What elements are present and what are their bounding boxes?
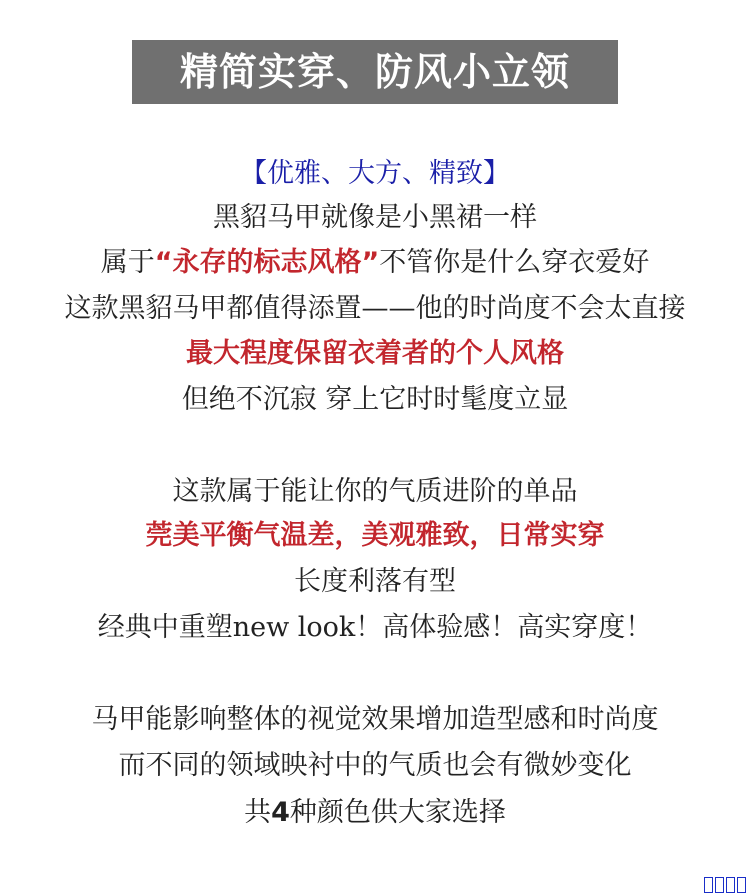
para2-line1: 这款属于能让你的气质进阶的单品: [172, 476, 578, 507]
para1-line2: [0, 245, 750, 281]
para3-line2: 而不同的领域映衬中的气质也会有微妙变化: [118, 750, 632, 781]
para1-line2-suffix: 不管你是什么穿衣爱好: [379, 247, 650, 278]
para3-line3-suffix: 种颜色供大家选择: [289, 797, 506, 828]
para1-line3: 这款黑貂马甲都值得添置——他的时尚度不会太直接: [64, 293, 686, 324]
tagline: 【优雅、大方、精致】: [240, 158, 510, 189]
glyph-box: [726, 877, 735, 893]
para1-line5: 但绝不沉寂 穿上它时时髦度立显: [181, 384, 569, 415]
para1-line1: 黑貂马甲就像是小黑裙一样: [213, 202, 537, 233]
para3-line1: 马甲能影响整体的视觉效果增加造型感和时尚度: [91, 704, 659, 735]
corner-glyph-mark: [704, 877, 746, 893]
para3-line3-prefix: 共: [244, 797, 272, 828]
para3-line3: [0, 795, 750, 831]
color-count: 4: [271, 797, 290, 828]
glyph-box: [704, 877, 713, 893]
para1-line4: 最大程度保留衣着者的个人风格: [186, 338, 564, 369]
para1-line2-prefix: 属于: [100, 247, 155, 278]
glyph-box: [715, 877, 724, 893]
para2-line2: 莞美平衡气温差，美观雅致，日常实穿: [145, 520, 605, 551]
para2-line3: 长度利落有型: [294, 566, 456, 597]
title-banner: 精简实穿、防风小立领: [132, 40, 618, 104]
para1-line2-highlight: “永存的标志风格”: [154, 247, 380, 278]
glyph-box: [737, 877, 746, 893]
para2-line4: 经典中重塑new look！高体验感！高实穿度！: [97, 612, 653, 643]
